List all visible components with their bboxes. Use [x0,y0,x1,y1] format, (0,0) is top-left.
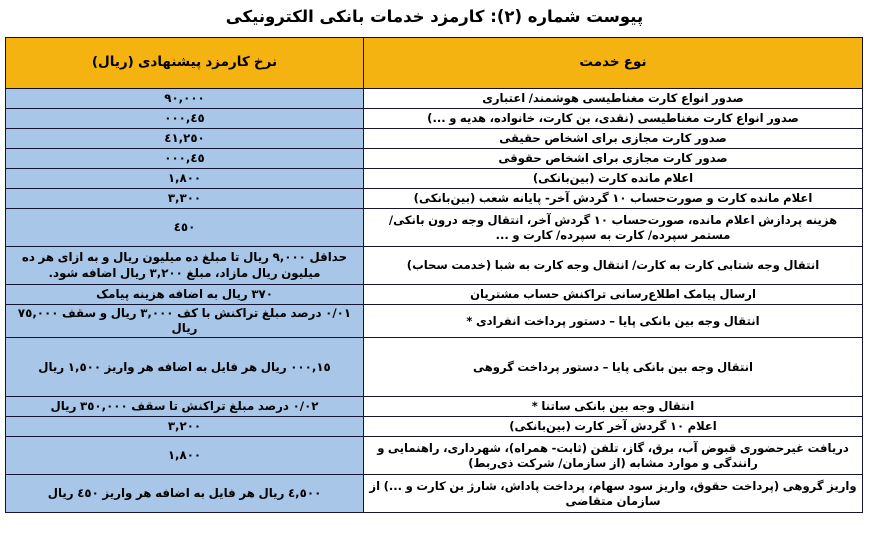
table-row [6,475,863,513]
banking-fee-table [5,37,863,513]
table-header [6,38,863,89]
table-row [6,189,863,209]
service-name-cell: انتقال وجه شتابی کارت به کارت/ انتقال وجه کارت به شبا (خدمت سحاب) [364,247,863,285]
service-name-cell: انتقال وجه بین بانکی ساتنا * [364,397,863,417]
service-name-cell: اعلام ۱۰ گردش آخر کارت (بین‌بانکی) [364,417,863,437]
service-name-cell: دریافت غیرحضوری قبوض آب، برق، گاز، تلفن (ثابت- همراه)، شهرداری، راهنمایی و رانندگی و موارد مشابه (از سازمان/ شرکت ذی‌ربط) [364,437,863,475]
table-body [6,89,863,513]
service-name-cell: ارسال پیامک اطلاع‌رسانی تراکنش حساب مشتریان [364,285,863,305]
service-name-cell: اعلام مانده کارت (بین‌بانکی) [364,169,863,189]
service-fee-cell: ٤,٥۰۰ ریال هر فایل به اضافه هر واریز ٤٥۰ ریال [6,475,364,513]
table-row [6,417,863,437]
table-header-row [6,38,863,89]
column-header-service: نوع خدمت [364,38,863,89]
table-row [6,169,863,189]
table-row [6,129,863,149]
service-fee-cell: ۳,۳۰۰ [6,189,364,209]
service-fee-cell: ۱٥,۰۰۰ ریال هر فایل به اضافه هر واریز ۱,٥۰۰ ریال [6,338,364,397]
table-row [6,437,863,475]
service-fee-cell: ۰/۰۲ درصد مبلغ تراکنش تا سقف ۳٥۰,۰۰۰ ریال [6,397,364,417]
service-fee-cell: ٤۱,۲٥۰ [6,129,364,149]
column-header-rate: نرخ کارمزد پیشنهادی (ریال) [6,38,364,89]
service-name-cell: اعلام مانده کارت و صورت‌حساب ۱۰ گردش آخر- پایانه شعب (بین‌بانکی) [364,189,863,209]
service-name-cell: صدور کارت مجازی برای اشخاص حقیقی [364,129,863,149]
service-fee-cell: ۹۰,۰۰۰ [6,89,364,109]
service-fee-cell: ۱,۸۰۰ [6,437,364,475]
service-fee-cell: ۳,۲۰۰ [6,417,364,437]
service-name-cell: صدور انواع کارت مغناطیسی (نقدی، بن کارت، خانواده، هدیه و ...) [364,109,863,129]
table-row [6,397,863,417]
service-name-cell: انتقال وجه بین بانکی پایا – دستور پرداخت انفرادی * [364,305,863,338]
table-row [6,305,863,338]
service-fee-cell: ۳۷۰ ریال به اضافه هزینه پیامک [6,285,364,305]
service-fee-cell: ۰/۰۱ درصد مبلغ تراکنش با کف ۳,۰۰۰ ریال و سقف ۷٥,۰۰۰ ریال [6,305,364,338]
service-name-cell: صدور کارت مجازی برای اشخاص حقوقی [364,149,863,169]
page-title: پیوست شماره (۲): کارمزد خدمات بانکی الکترونیکی [225,7,644,26]
service-fee-cell: حداقل ۹,۰۰۰ ریال تا مبلغ ده میلیون ریال و به ازای هر ده میلیون ریال مازاد، مبلغ ۳,۲۰۰ ریال اضافه شود. [6,247,364,285]
service-name-cell: صدور انواع کارت مغناطیسی هوشمند/ اعتباری [364,89,863,109]
service-fee-cell: ٤٥۰ [6,209,364,247]
service-fee-cell: ۱,۸۰۰ [6,169,364,189]
service-name-cell: واریز گروهی (پرداخت حقوق، واریز سود سهام، پرداخت پاداش، شارژ بن کارت و ...) از سازمان متقاضی [364,475,863,513]
service-name-cell: هزینه پردازش اعلام مانده، صورت‌حساب ۱۰ گردش آخر، انتقال وجه درون بانکی/ مستمر سپرده/ کارت به سپرده/ کارت و ... [364,209,863,247]
table-row [6,285,863,305]
service-fee-cell: ٤٥,۰۰۰ [6,109,364,129]
table-row [6,149,863,169]
service-fee-cell: ٤٥,۰۰۰ [6,149,364,169]
table-row [6,89,863,109]
table-row [6,209,863,247]
table-row [6,109,863,129]
table-row [6,338,863,397]
table-row [6,247,863,285]
service-name-cell: انتقال وجه بین بانکی پایا – دستور پرداخت گروهی [364,338,863,397]
